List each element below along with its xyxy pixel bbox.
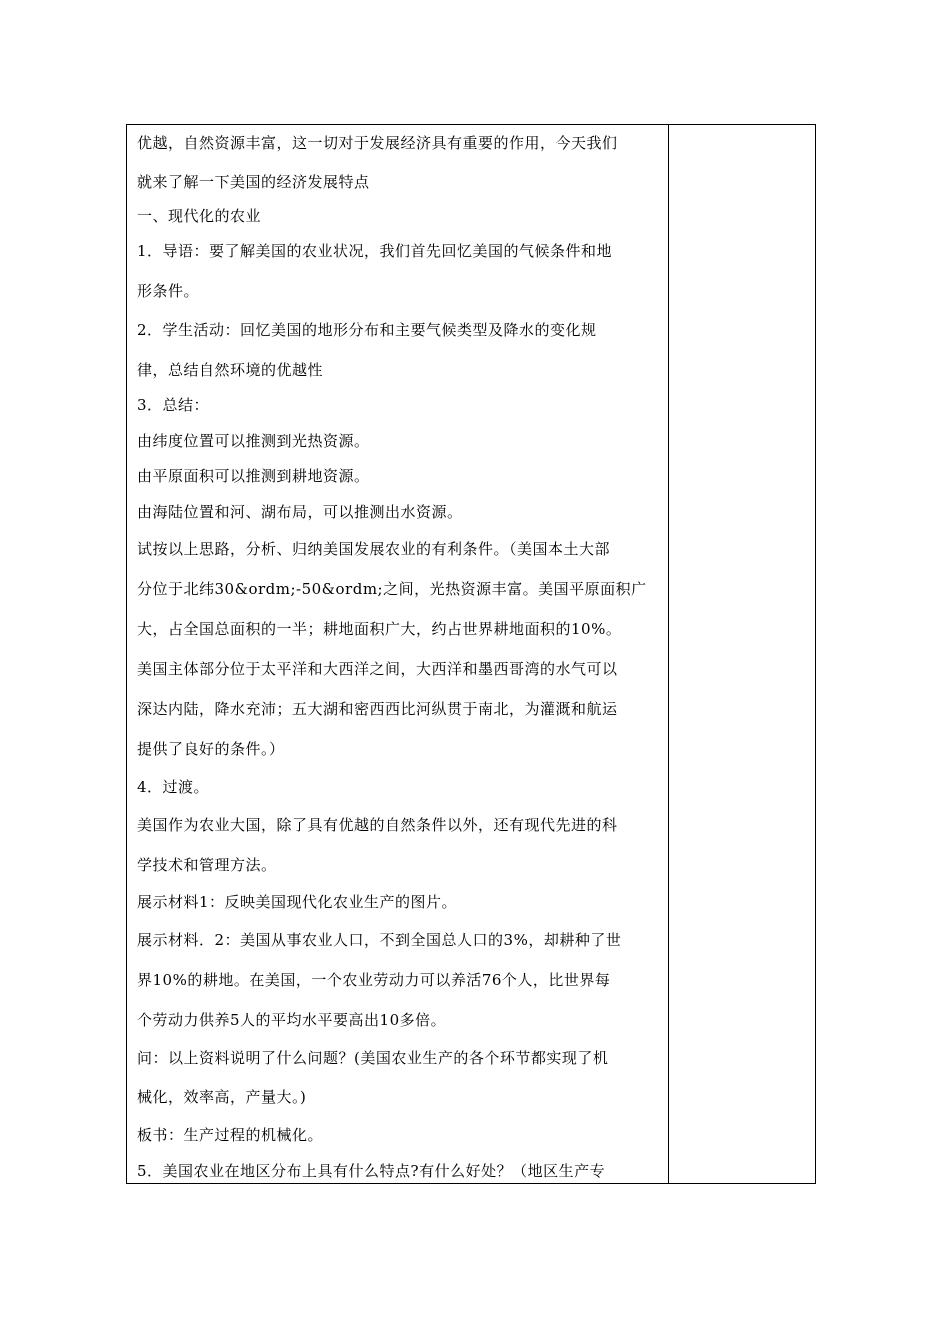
section-heading: 一、现代化的农业 <box>137 207 262 225</box>
text-line: 美国主体部分位于太平洋和大西洋之间，大西洋和墨西哥湾的水气可以 <box>137 660 618 678</box>
text-line: 2．学生活动：回忆美国的地形分布和主要气候类型及降水的变化规 <box>137 321 597 339</box>
lesson-table <box>126 124 816 1184</box>
text-line: 分位于北纬30&ordm;-50&ordm;之间，光热资源丰富。美国平原面积广 <box>137 580 647 598</box>
text-line: 问：以上资料说明了什么问题？(美国农业生产的各个环节都实现了机 <box>137 1049 609 1067</box>
text-line: 个劳动力供养5人的平均水平要高出10多倍。 <box>137 1011 447 1029</box>
text-line: 学技术和管理方法。 <box>137 856 277 874</box>
text-line: 大，占全国总面积的一半；耕地面积广大，约占世界耕地面积的10%。 <box>137 620 622 638</box>
notes-cell <box>669 125 815 1183</box>
text-line: 由平原面积可以推测到耕地资源。 <box>137 467 370 485</box>
text-line: 深达内陆，降水充沛；五大湖和密西西比河纵贯于南北，为灌溉和航运 <box>137 700 618 718</box>
text-line: 试按以上思路，分析、归纳美国发展农业的有利条件。（美国本土大部 <box>137 540 611 558</box>
text-line: 律，总结自然环境的优越性 <box>137 361 324 379</box>
text-line: 形条件。 <box>137 282 200 300</box>
text-line: 展示材料1：反映美国现代化农业生产的图片。 <box>137 893 458 911</box>
text-line: 1．导语：要了解美国的农业状况，我们首先回忆美国的气候条件和地 <box>137 242 613 260</box>
lesson-content-cell <box>127 125 668 1183</box>
text-line: 优越，自然资源丰富，这一切对于发展经济具有重要的作用，今天我们 <box>137 134 618 152</box>
text-line: 就来了解一下美国的经济发展特点 <box>137 173 370 191</box>
text-line: 4．过渡。 <box>137 778 210 796</box>
text-line: 3．总结： <box>137 396 210 414</box>
text-line: 由海陆位置和河、湖布局，可以推测出水资源。 <box>137 503 463 521</box>
text-line: 由纬度位置可以推测到光热资源。 <box>137 432 370 450</box>
text-line: 械化，效率高，产量大。) <box>137 1088 307 1106</box>
text-line: 美国作为农业大国，除了具有优越的自然条件以外，还有现代先进的科 <box>137 816 618 834</box>
text-line: 界10%的耕地。在美国，一个农业劳动力可以养活76个人，比世界每 <box>137 971 611 989</box>
text-line: 展示材料．2：美国从事农业人口，不到全国总人口的3%，却耕种了世 <box>137 931 622 949</box>
text-line: 板书：生产过程的机械化。 <box>137 1126 324 1144</box>
text-line: 5．美国农业在地区分布上具有什么特点?有什么好处？（地区生产专 <box>137 1162 606 1180</box>
text-line: 提供了良好的条件。） <box>137 740 285 758</box>
